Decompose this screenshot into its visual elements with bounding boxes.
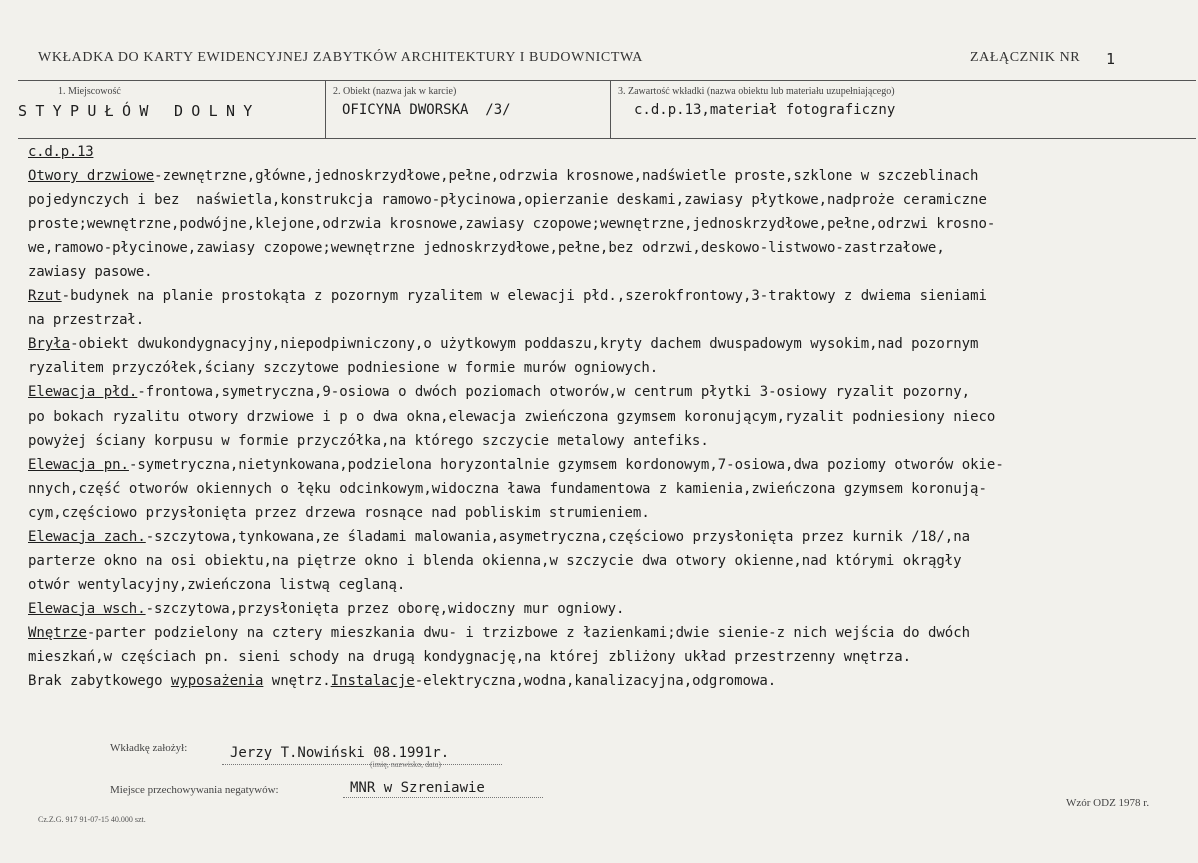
section-heading: wyposażenia (170, 673, 264, 690)
text-line (28, 477, 1196, 501)
text-segment: -zewnętrzne,główne,jednoskrzydłowe,pełne,odrzwia krosnowe,nadświetle proste,szklone w szczeblinach (154, 168, 979, 185)
text-segment: mieszkań,w częściach pn. sieni schody na drugą kondygnację,na której zbliżony układ przestrzenny wnętrza. (28, 648, 912, 665)
text-segment: -frontowa,symetryczna,9-osiowa o dwóch poziomach otworów,w centrum płytki 3-osiowy ryzalit pozorny, (137, 384, 971, 401)
fields-bottom-border (18, 138, 1196, 139)
section-heading: Otwory drzwiowe (28, 168, 155, 185)
section-heading: Elewacja wsch. (28, 600, 146, 617)
text-segment: wnętrz. (263, 673, 331, 690)
text-segment: otwór wentylacyjny,zwieńczona listwą ceglaną. (28, 576, 406, 593)
section-heading: Bryła (28, 336, 71, 353)
text-line (28, 645, 1196, 669)
text-segment: we,ramowo-płycinowe,zawiasy czopowe;wewnętrzne jednoskrzydłowe,pełne,bez odrzwi,deskowo-listwowo-zastrzałowe, (28, 240, 945, 257)
text-line (28, 429, 1196, 453)
fields-top-border (18, 80, 1196, 81)
section-heading: Instalacje (330, 673, 415, 690)
text-line (28, 669, 1196, 693)
made-by-hint: (imię, nazwisko, data) (370, 760, 442, 769)
attachment-label: ZAŁĄCZNIK NR (970, 50, 1081, 65)
text-segment: nnych,część otworów okiennych o łęku odcinkowym,widoczna ława fundamentowa z kamienia,zwieńczona gzymsem koronują- (28, 480, 987, 497)
text-segment: pojedynczych i bez naświetla,konstrukcja ramowo-płycinowa,opierzanie deskami,zawiasy płytkowe,nadproże ceramiczne (28, 192, 987, 209)
text-segment: -budynek na planie prostokąta z pozornym ryzalitem w elewacji płd.,szerokfrontowy,3-traktowy z dwiema sieniami (61, 288, 987, 305)
field-divider (610, 81, 611, 138)
object-label: 2. Obiekt (nazwa jak w karcie) (333, 86, 457, 97)
text-line (28, 501, 1196, 525)
made-by-dotted-line (222, 764, 502, 765)
locality-value: STYPUŁÓW DOLNY (18, 102, 261, 120)
text-segment: parterze okno na osi obiektu,na piętrze okno i blenda okienna,w szczycie dwa otwory okienne,nad którymi okrągły (28, 552, 962, 569)
section-heading: Wnętrze (28, 624, 87, 641)
text-line (28, 140, 1196, 164)
content-value: c.d.p.13,materiał fotograficzny (634, 102, 896, 118)
text-segment: na przestrzał. (28, 312, 145, 329)
text-line (28, 356, 1196, 380)
text-line (28, 549, 1196, 573)
text-line (28, 405, 1196, 429)
made-by-label: Wkładkę założył: (110, 742, 188, 754)
text-segment: -parter podzielony na cztery mieszkania dwu- i trzizbowe z łazienkami;dwie sienie-z nich wejścia do dwóch (86, 624, 971, 641)
text-line (28, 380, 1196, 404)
storage-label: Miejsce przechowywania negatywów: (110, 784, 279, 796)
text-segment: ryzalitem przyczółek,ściany szczytowe podniesione w formie murów ogniowych. (28, 360, 659, 377)
text-segment: -symetryczna,nietynkowana,podzielona horyzontalnie gzymsem kordonowym,7-osiowa,dwa poziomy otworów okie- (128, 456, 1004, 473)
text-segment: proste;wewnętrzne,podwójne,klejone,odrzwia krosnowe,zawiasy czopowe;wewnętrzne,jednoskrzydłowe,pełne,odrzwi krosno- (28, 216, 996, 233)
storage-dotted-line (343, 797, 543, 798)
section-heading: Elewacja pn. (28, 456, 129, 473)
attachment-number: 1 (1106, 50, 1116, 68)
text-line (28, 597, 1196, 621)
text-segment: Brak zabytkowego (28, 673, 171, 690)
text-segment: -obiekt dwukondygnacyjny,niepodpiwniczony,o użytkowym poddaszu,kryty dachem dwuspadowym wysokim,nad pozornym (70, 336, 979, 353)
text-segment: po bokach ryzalitu otwory drzwiowe i p o dwa okna,elewacja zwieńczona gzymsem koronującym,ryzalit podniesiony nieco (28, 408, 996, 425)
locality-label: 1. Miejscowość (58, 86, 121, 97)
text-segment: cym,częściowo przysłonięta przez drzewa rosnące nad pobliskim strumieniem. (28, 504, 650, 521)
text-line (28, 164, 1196, 188)
form-model: Wzór ODZ 1978 r. (1066, 797, 1150, 809)
text-line (28, 188, 1196, 212)
text-segment: zawiasy pasowe. (28, 264, 153, 281)
text-line (28, 284, 1196, 308)
text-line (28, 260, 1196, 284)
object-value: OFICYNA DWORSKA /3/ (342, 102, 511, 118)
field-divider (325, 81, 326, 138)
section-heading: c.d.p.13 (28, 144, 94, 160)
text-segment: -szczytowa,tynkowana,ze śladami malowania,asymetryczna,częściowo przysłonięta przez kurnik /18/,na (145, 528, 971, 545)
text-line (28, 308, 1196, 332)
text-line (28, 621, 1196, 645)
storage-value: MNR w Szreniawie (350, 780, 485, 796)
content-label: 3. Zawartość wkładki (nazwa obiektu lub materiału uzupełniającego) (618, 86, 895, 97)
text-segment: powyżej ściany korpusu w formie przyczółka,na którego szczycie metalowy antefiks. (28, 432, 709, 449)
text-line (28, 236, 1196, 260)
text-line (28, 332, 1196, 356)
card-title: WKŁADKA DO KARTY EWIDENCYJNEJ ZABYTKÓW ARCHITEKTURY I BUDOWNICTWA (38, 50, 643, 65)
text-line (28, 573, 1196, 597)
section-heading: Rzut (28, 288, 62, 305)
description-text (28, 140, 1196, 693)
text-segment: -szczytowa,przysłonięta przez oborę,widoczny mur ogniowy. (145, 600, 625, 617)
text-line (28, 212, 1196, 236)
section-heading: Elewacja płd. (28, 384, 138, 401)
print-info: Cz.Z.G. 917 91-07-15 40.000 szt. (38, 815, 146, 824)
text-segment: -elektryczna,wodna,kanalizacyjna,odgromowa. (414, 673, 777, 690)
text-line (28, 453, 1196, 477)
section-heading: Elewacja zach. (28, 528, 146, 545)
made-by-value: Jerzy T.Nowiński 08.1991r. (230, 745, 450, 761)
text-line (28, 525, 1196, 549)
